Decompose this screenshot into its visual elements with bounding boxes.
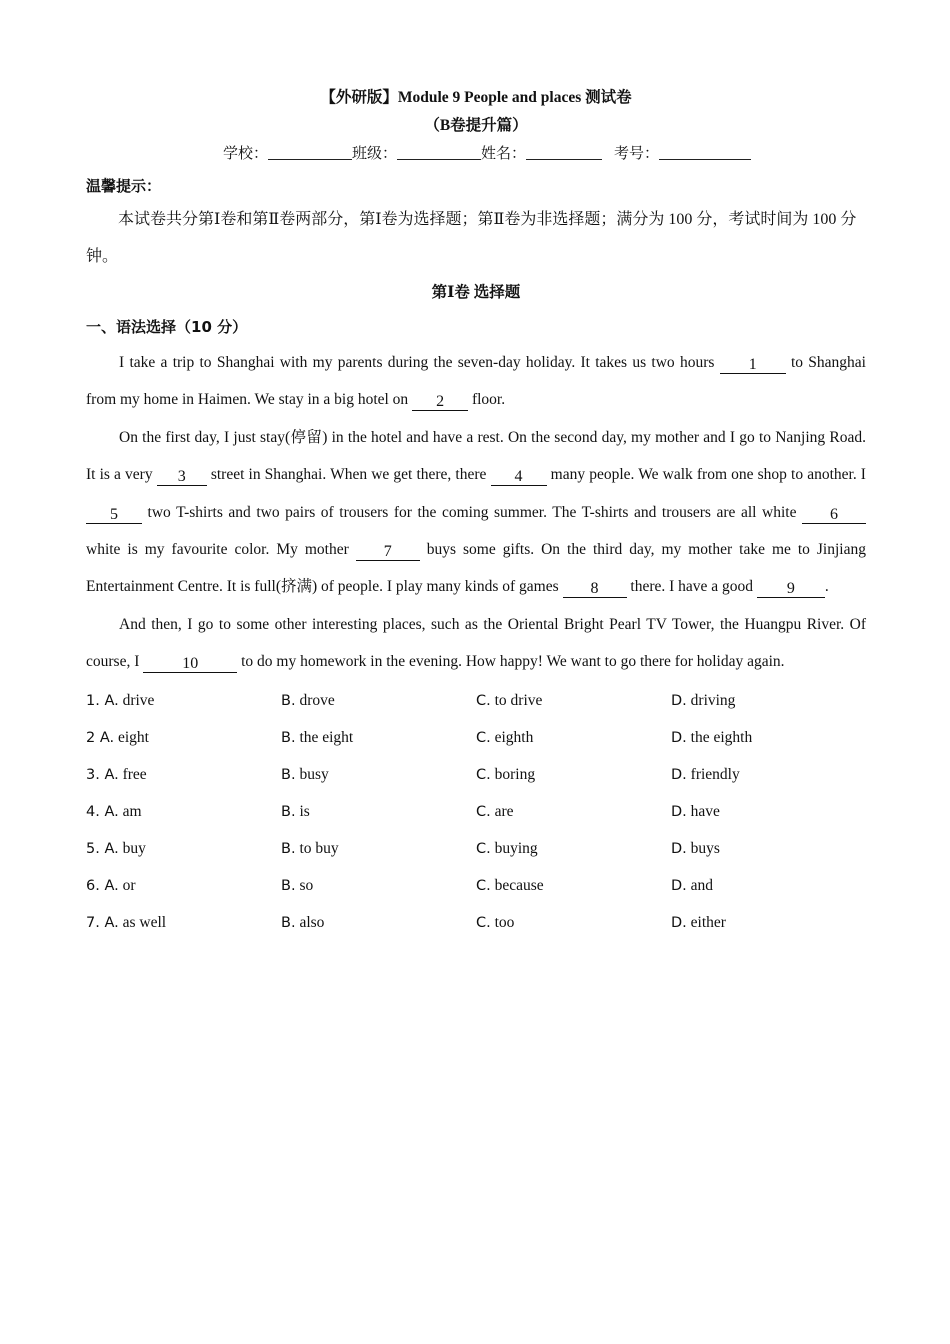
option-d[interactable] <box>671 803 866 821</box>
option-b[interactable] <box>281 803 476 821</box>
passage-text: . <box>824 578 829 596</box>
option-text: the eighth <box>690 729 753 747</box>
option-text: either <box>690 914 726 932</box>
option-text: drive <box>122 692 155 710</box>
option-text: drove <box>299 692 335 710</box>
passage-text: white is my favourite color. My mother <box>86 541 356 559</box>
question-row <box>86 905 866 942</box>
option-b[interactable] <box>281 840 476 858</box>
option-a[interactable] <box>86 692 281 710</box>
option-text: buying <box>494 840 538 858</box>
option-text: as well <box>122 914 167 932</box>
option-label: 3. A. <box>86 767 119 784</box>
option-c[interactable] <box>476 877 671 895</box>
school-label: 学校： <box>222 144 268 162</box>
option-d[interactable] <box>671 914 866 932</box>
options-list <box>86 683 866 942</box>
option-text: eighth <box>494 729 534 747</box>
option-d[interactable] <box>671 692 866 710</box>
option-text: or <box>122 877 136 895</box>
blank-1: 1 <box>720 356 786 374</box>
passage-text: On the first day, I just stay(停留) in the hotel and have a rest. On the second day, my mother and I go to Nanjing Road. It is a very <box>86 428 866 484</box>
option-d[interactable] <box>671 729 866 747</box>
option-c[interactable] <box>476 729 671 747</box>
passage-text: to Shanghai from my home in Haimen. We stay in a big hotel on <box>86 354 866 409</box>
option-label: D. <box>671 767 687 784</box>
student-info-line <box>108 140 866 167</box>
exam-no-field[interactable] <box>659 143 751 160</box>
option-b[interactable] <box>281 877 476 895</box>
name-field[interactable] <box>526 143 602 160</box>
exam-no-label: 考号： <box>614 144 660 162</box>
exam-subtitle: （B卷提升篇） <box>424 117 528 134</box>
option-label: D. <box>671 693 687 710</box>
option-text: am <box>122 803 142 821</box>
option-label: 4. A. <box>86 804 119 821</box>
blank-8: 8 <box>563 580 627 598</box>
question-row <box>86 868 866 905</box>
question-row <box>86 794 866 831</box>
option-text: because <box>494 877 544 895</box>
option-label: D. <box>671 841 687 858</box>
option-text: buys <box>690 840 720 858</box>
question-row <box>86 683 866 720</box>
option-label: B. <box>281 841 296 858</box>
option-text: free <box>122 766 147 784</box>
passage-text: many people. We walk from one shop to another. I <box>546 466 866 484</box>
option-text: are <box>494 803 514 821</box>
blank-9: 9 <box>757 580 825 598</box>
blank-10: 10 <box>143 655 237 673</box>
class-field[interactable] <box>397 143 481 160</box>
option-d[interactable] <box>671 766 866 784</box>
option-label: B. <box>281 730 296 747</box>
option-a[interactable] <box>86 877 281 895</box>
option-label: C. <box>476 730 491 747</box>
option-b[interactable] <box>281 914 476 932</box>
option-c[interactable] <box>476 840 671 858</box>
option-label: D. <box>671 804 687 821</box>
passage-paragraph-3 <box>86 606 866 681</box>
blank-6: 6 <box>802 506 866 524</box>
section-title: 第Ⅰ卷 选择题 <box>431 284 521 301</box>
passage-text: floor. <box>468 391 506 409</box>
passage-paragraph-2 <box>86 419 866 606</box>
passage-text: to do my homework in the evening. How happy! We want to go there for holiday again. <box>237 653 785 671</box>
option-text: is <box>299 803 310 821</box>
option-label: B. <box>281 804 296 821</box>
passage-text: And then, I go to some other interesting places, such as the Oriental Bright Pearl TV Tower, the Huangpu River. Of course, I <box>86 615 866 671</box>
option-label: C. <box>476 693 491 710</box>
option-label: 2 A. <box>86 730 115 747</box>
option-a[interactable] <box>86 803 281 821</box>
option-label: D. <box>671 878 687 895</box>
option-label: C. <box>476 804 491 821</box>
option-label: B. <box>281 693 296 710</box>
option-b[interactable] <box>281 729 476 747</box>
option-text: friendly <box>690 766 740 784</box>
passage-text: two T-shirts and two pairs of trousers for the coming summer. The T-shirts and trousers are all white <box>142 503 802 521</box>
option-text: to buy <box>299 840 339 858</box>
option-text: so <box>299 877 314 895</box>
option-label: B. <box>281 878 296 895</box>
exam-page <box>86 84 866 942</box>
option-c[interactable] <box>476 692 671 710</box>
option-c[interactable] <box>476 766 671 784</box>
option-label: B. <box>281 767 296 784</box>
option-a[interactable] <box>86 729 281 747</box>
option-label: C. <box>476 915 491 932</box>
option-label: 6. A. <box>86 878 119 895</box>
option-text: too <box>494 914 515 932</box>
passage-text: street in Shanghai. When we get there, there <box>206 466 491 484</box>
question-row <box>86 757 866 794</box>
option-text: driving <box>690 692 736 710</box>
blank-2: 2 <box>412 393 468 411</box>
passage-text: I take a trip to Shanghai with my parents during the seven-day holiday. It takes us two hours <box>119 354 720 371</box>
option-label: D. <box>671 730 687 747</box>
school-field[interactable] <box>268 143 352 160</box>
question-heading: 一、语法选择（10 分） <box>86 318 248 336</box>
option-label: 1. A. <box>86 693 119 710</box>
option-text: buy <box>122 840 146 858</box>
option-text: busy <box>299 766 329 784</box>
exam-title: 【外研版】Module 9 People and places 测试卷 <box>320 89 632 106</box>
option-text: also <box>299 914 325 932</box>
blank-4: 4 <box>491 468 547 486</box>
class-label: 班级： <box>351 144 397 162</box>
option-text: have <box>690 803 720 821</box>
name-label: 姓名： <box>481 144 527 162</box>
option-text: eight <box>117 729 149 747</box>
option-label: B. <box>281 915 296 932</box>
option-c[interactable] <box>476 914 671 932</box>
passage-text: buys some gifts. On the third day, my mother take me to Jinjiang Entertainment Centre. It is full(挤满) of people. I play many kinds of games <box>86 541 866 596</box>
blank-7: 7 <box>356 543 420 561</box>
passage-paragraph-1 <box>86 344 866 419</box>
option-label: D. <box>671 915 687 932</box>
option-c[interactable] <box>476 803 671 821</box>
option-a[interactable] <box>86 766 281 784</box>
option-label: C. <box>476 767 491 784</box>
option-d[interactable] <box>671 877 866 895</box>
option-a[interactable] <box>86 840 281 858</box>
option-d[interactable] <box>671 840 866 858</box>
question-row <box>86 831 866 868</box>
question-row <box>86 720 866 757</box>
blank-5: 5 <box>86 506 142 524</box>
tips-body: 本试卷共分第Ⅰ卷和第Ⅱ卷两部分，第Ⅰ卷为选择题；第Ⅱ卷为非选择题；满分为 100 分，考试时间为 100 分钟。 <box>86 211 857 265</box>
option-b[interactable] <box>281 692 476 710</box>
option-text: to drive <box>494 692 543 710</box>
option-label: C. <box>476 878 491 895</box>
option-a[interactable] <box>86 914 281 932</box>
blank-3: 3 <box>157 468 207 486</box>
option-label: 5. A. <box>86 841 119 858</box>
option-label: 7. A. <box>86 915 119 932</box>
tips-heading: 温馨提示： <box>86 177 162 195</box>
option-text: boring <box>494 766 536 784</box>
option-text: the eight <box>299 729 354 747</box>
passage-text: there. I have a good <box>626 578 757 596</box>
option-text: and <box>690 877 714 895</box>
option-label: C. <box>476 841 491 858</box>
option-b[interactable] <box>281 766 476 784</box>
